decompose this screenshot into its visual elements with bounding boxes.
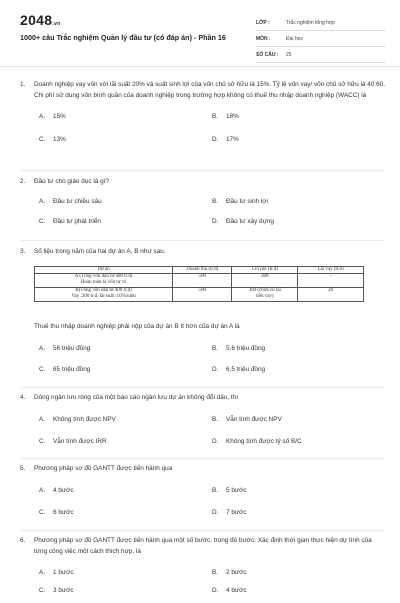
option-d[interactable] — [212, 366, 265, 373]
option-text: 6,5 triệu đồng — [226, 365, 266, 373]
option-b[interactable] — [212, 113, 239, 120]
option-letter: C. — [39, 365, 46, 373]
option-text: Không tính được NPV — [53, 415, 116, 423]
divider — [20, 530, 385, 531]
meta-label: MÔN : — [256, 35, 271, 42]
table-cell: 300 (chưa có lãi tiền vay) — [232, 288, 298, 302]
table-cell: - — [298, 274, 364, 288]
options — [20, 198, 385, 214]
question-number: 5. — [20, 465, 26, 472]
option-text: 6 bước — [53, 508, 74, 516]
option-text: 18% — [226, 113, 239, 120]
option-letter: A. — [39, 113, 46, 120]
options — [20, 509, 385, 525]
divider — [20, 170, 385, 171]
question-number: 6. — [20, 537, 26, 544]
question-text — [20, 80, 385, 101]
option-text: Đầu tư phát triển — [53, 217, 101, 225]
table-header-row — [35, 267, 364, 274]
question-stem: Số liệu trong năm của hai dự án A, B như sau. — [34, 248, 166, 255]
option-a[interactable] — [39, 198, 102, 205]
option-letter: D. — [212, 365, 219, 373]
option-letter: C. — [39, 508, 46, 516]
option-text: 2 bước — [226, 569, 247, 576]
option-letter: B. — [212, 486, 219, 494]
option-letter: A. — [39, 486, 46, 494]
meta-row-class — [256, 15, 386, 31]
option-text: 4 bước — [53, 486, 74, 494]
question-text — [20, 393, 385, 404]
option-letter: C. — [39, 437, 46, 445]
logo-text: 2048 — [20, 12, 53, 28]
option-letter: B. — [212, 569, 219, 576]
question-number: 2. — [20, 178, 26, 185]
option-letter: C. — [39, 587, 46, 594]
table-cell: 500 — [173, 288, 232, 302]
option-a[interactable] — [39, 345, 90, 352]
option-text: 5,6 triệu đồng — [226, 344, 266, 352]
option-c[interactable] — [39, 136, 66, 143]
question-stem: Đầu tư cho giáo dục là gì? — [34, 178, 109, 185]
table-cell: B(Tổng vốn đầu tư 400 tr.đ) Vay :200 tr.đ, lãi suất :10%/năm — [35, 288, 173, 302]
option-letter: B. — [212, 113, 219, 120]
option-letter: C. — [39, 217, 46, 225]
option-c[interactable] — [39, 218, 101, 225]
option-text: 7 bước — [226, 508, 247, 516]
question-stem: Dòng ngân lưu ròng của một báo cáo ngân lưu dự án không đổi dấu, thì — [34, 394, 238, 401]
logo-suffix: .vn — [52, 21, 61, 27]
option-text: Đầu tư xây dựng — [226, 217, 274, 225]
table-row — [35, 274, 364, 288]
option-a[interactable] — [39, 487, 74, 494]
options — [20, 587, 385, 603]
option-letter: B. — [212, 197, 219, 205]
option-text: 15% — [53, 113, 66, 120]
option-text: Đầu tư chiều sâu — [53, 197, 102, 205]
divider — [20, 387, 385, 388]
option-text: Vẫn tính được NPV — [226, 415, 282, 423]
option-text: 4 bước — [226, 587, 247, 594]
options — [20, 366, 385, 382]
divider — [20, 458, 385, 459]
option-letter: B. — [212, 344, 219, 352]
table-cell: 300 — [232, 274, 298, 288]
option-c[interactable] — [39, 366, 90, 373]
site-logo[interactable] — [20, 12, 60, 28]
question-number: 1. — [20, 81, 26, 88]
option-text: Đầu tư sinh lợi — [226, 197, 268, 205]
option-letter: A. — [39, 197, 46, 205]
option-d[interactable] — [212, 438, 302, 445]
project-data-table — [34, 266, 364, 302]
option-text: 3 bước — [53, 587, 74, 594]
question-4 — [20, 393, 385, 454]
table-cell: A (Tổng vốn đầu tư 400 tr.đ) Hoàn toàn là vốn tự có — [35, 274, 173, 288]
option-text: 13% — [53, 136, 66, 143]
option-a[interactable] — [39, 569, 74, 576]
divider — [20, 240, 385, 241]
option-d[interactable] — [212, 509, 247, 516]
option-b[interactable] — [212, 345, 265, 352]
page-title: 1000+ câu Trắc nghiệm Quản lý đầu tư (có đáp án) - Phần 16 — [20, 33, 226, 42]
page-header — [0, 0, 400, 67]
options — [20, 345, 385, 361]
option-b[interactable] — [212, 416, 282, 423]
option-letter: A. — [39, 344, 46, 352]
option-c[interactable] — [39, 438, 107, 445]
question-5 — [20, 464, 385, 525]
option-text: Không tính được tỷ số B/C — [226, 437, 302, 445]
option-letter: D. — [212, 437, 219, 445]
table-cell: 20 — [298, 288, 364, 302]
options — [20, 113, 385, 129]
option-d[interactable] — [212, 136, 239, 143]
meta-value[interactable]: Trắc nghiệm tổng hợp — [286, 19, 335, 26]
question-2 — [20, 177, 385, 234]
option-b[interactable] — [212, 487, 247, 494]
question-text — [20, 536, 385, 557]
option-letter: A. — [39, 415, 46, 423]
meta-row-count — [256, 47, 386, 63]
question-stem: Thuế thu nhập doanh nghiệp phải nộp của dự án B ít hơn của dự án A là — [34, 323, 240, 330]
question-3 — [20, 247, 385, 258]
option-letter: D. — [212, 217, 219, 225]
question-3-continued — [20, 322, 385, 382]
option-c[interactable] — [39, 587, 74, 594]
question-stem: Phương pháp sơ đồ GANTT được tiến hành qua — [34, 465, 173, 472]
table-header-cell: Dự án — [35, 267, 173, 274]
question-number: 3. — [20, 248, 26, 255]
option-c[interactable] — [39, 509, 74, 516]
meta-label: SỐ CÂU : — [256, 51, 279, 58]
question-stem: Phương pháp sơ đồ GANTT được tiến hành qua một số bước, trong đó bước: Xác định thời gian thực hiện dự tính của từng công việc một cách thích hợp, là — [34, 537, 372, 555]
question-number: 4. — [20, 394, 26, 401]
option-a[interactable] — [39, 416, 116, 423]
option-letter: D. — [212, 508, 219, 516]
meta-info — [256, 15, 386, 63]
option-letter: A. — [39, 569, 46, 576]
options — [20, 569, 385, 585]
options — [20, 136, 385, 152]
option-d[interactable] — [212, 218, 274, 225]
option-letter: D. — [212, 136, 219, 143]
option-letter: C. — [39, 136, 46, 143]
option-text: 17% — [226, 136, 239, 143]
table-header-cell: Lãi vay (tr.đ) — [298, 267, 364, 274]
options — [20, 438, 385, 454]
question-stem: Doanh nghiệp vay vốn với lãi suất 20% và suất sinh lợi của vốn chủ sở hữu là 15%. Tỷ lệ vốn vay/ vốn chủ sở hữu là 40:60. Chi phí sử dụng vốn bình quân của doanh nghiệp trong trường hợp không có thuế thu nhập doanh nghiệp (WACC) là — [34, 81, 385, 99]
meta-label: LỚP : — [256, 19, 270, 26]
options — [20, 487, 385, 503]
meta-value[interactable]: Đại học — [286, 35, 303, 42]
option-b[interactable] — [212, 569, 247, 576]
option-d[interactable] — [212, 587, 247, 594]
option-letter: D. — [212, 587, 219, 594]
table-header-cell: Chi phí (tr.đ) — [232, 267, 298, 274]
table-header-cell: Doanh thu (tr.đ) — [173, 267, 232, 274]
table-row — [35, 288, 364, 302]
option-text: 5 bước — [226, 486, 247, 494]
option-text: Vẫn tính được IRR — [53, 437, 107, 445]
table-cell: 500 — [173, 274, 232, 288]
question-text — [20, 177, 385, 188]
question-text — [20, 322, 385, 333]
option-a[interactable] — [39, 113, 66, 120]
options — [20, 416, 385, 432]
question-text — [20, 247, 385, 258]
meta-row-subject — [256, 31, 386, 47]
question-6 — [20, 536, 385, 603]
option-text: 1 bước — [53, 569, 74, 576]
option-text: 65 triệu đồng — [53, 365, 91, 373]
option-b[interactable] — [212, 198, 268, 205]
question-1 — [20, 80, 385, 152]
option-text: 56 triệu đồng — [53, 344, 91, 352]
option-letter: B. — [212, 415, 219, 423]
meta-value: 25 — [286, 51, 292, 58]
options — [20, 218, 385, 234]
question-text — [20, 464, 385, 475]
